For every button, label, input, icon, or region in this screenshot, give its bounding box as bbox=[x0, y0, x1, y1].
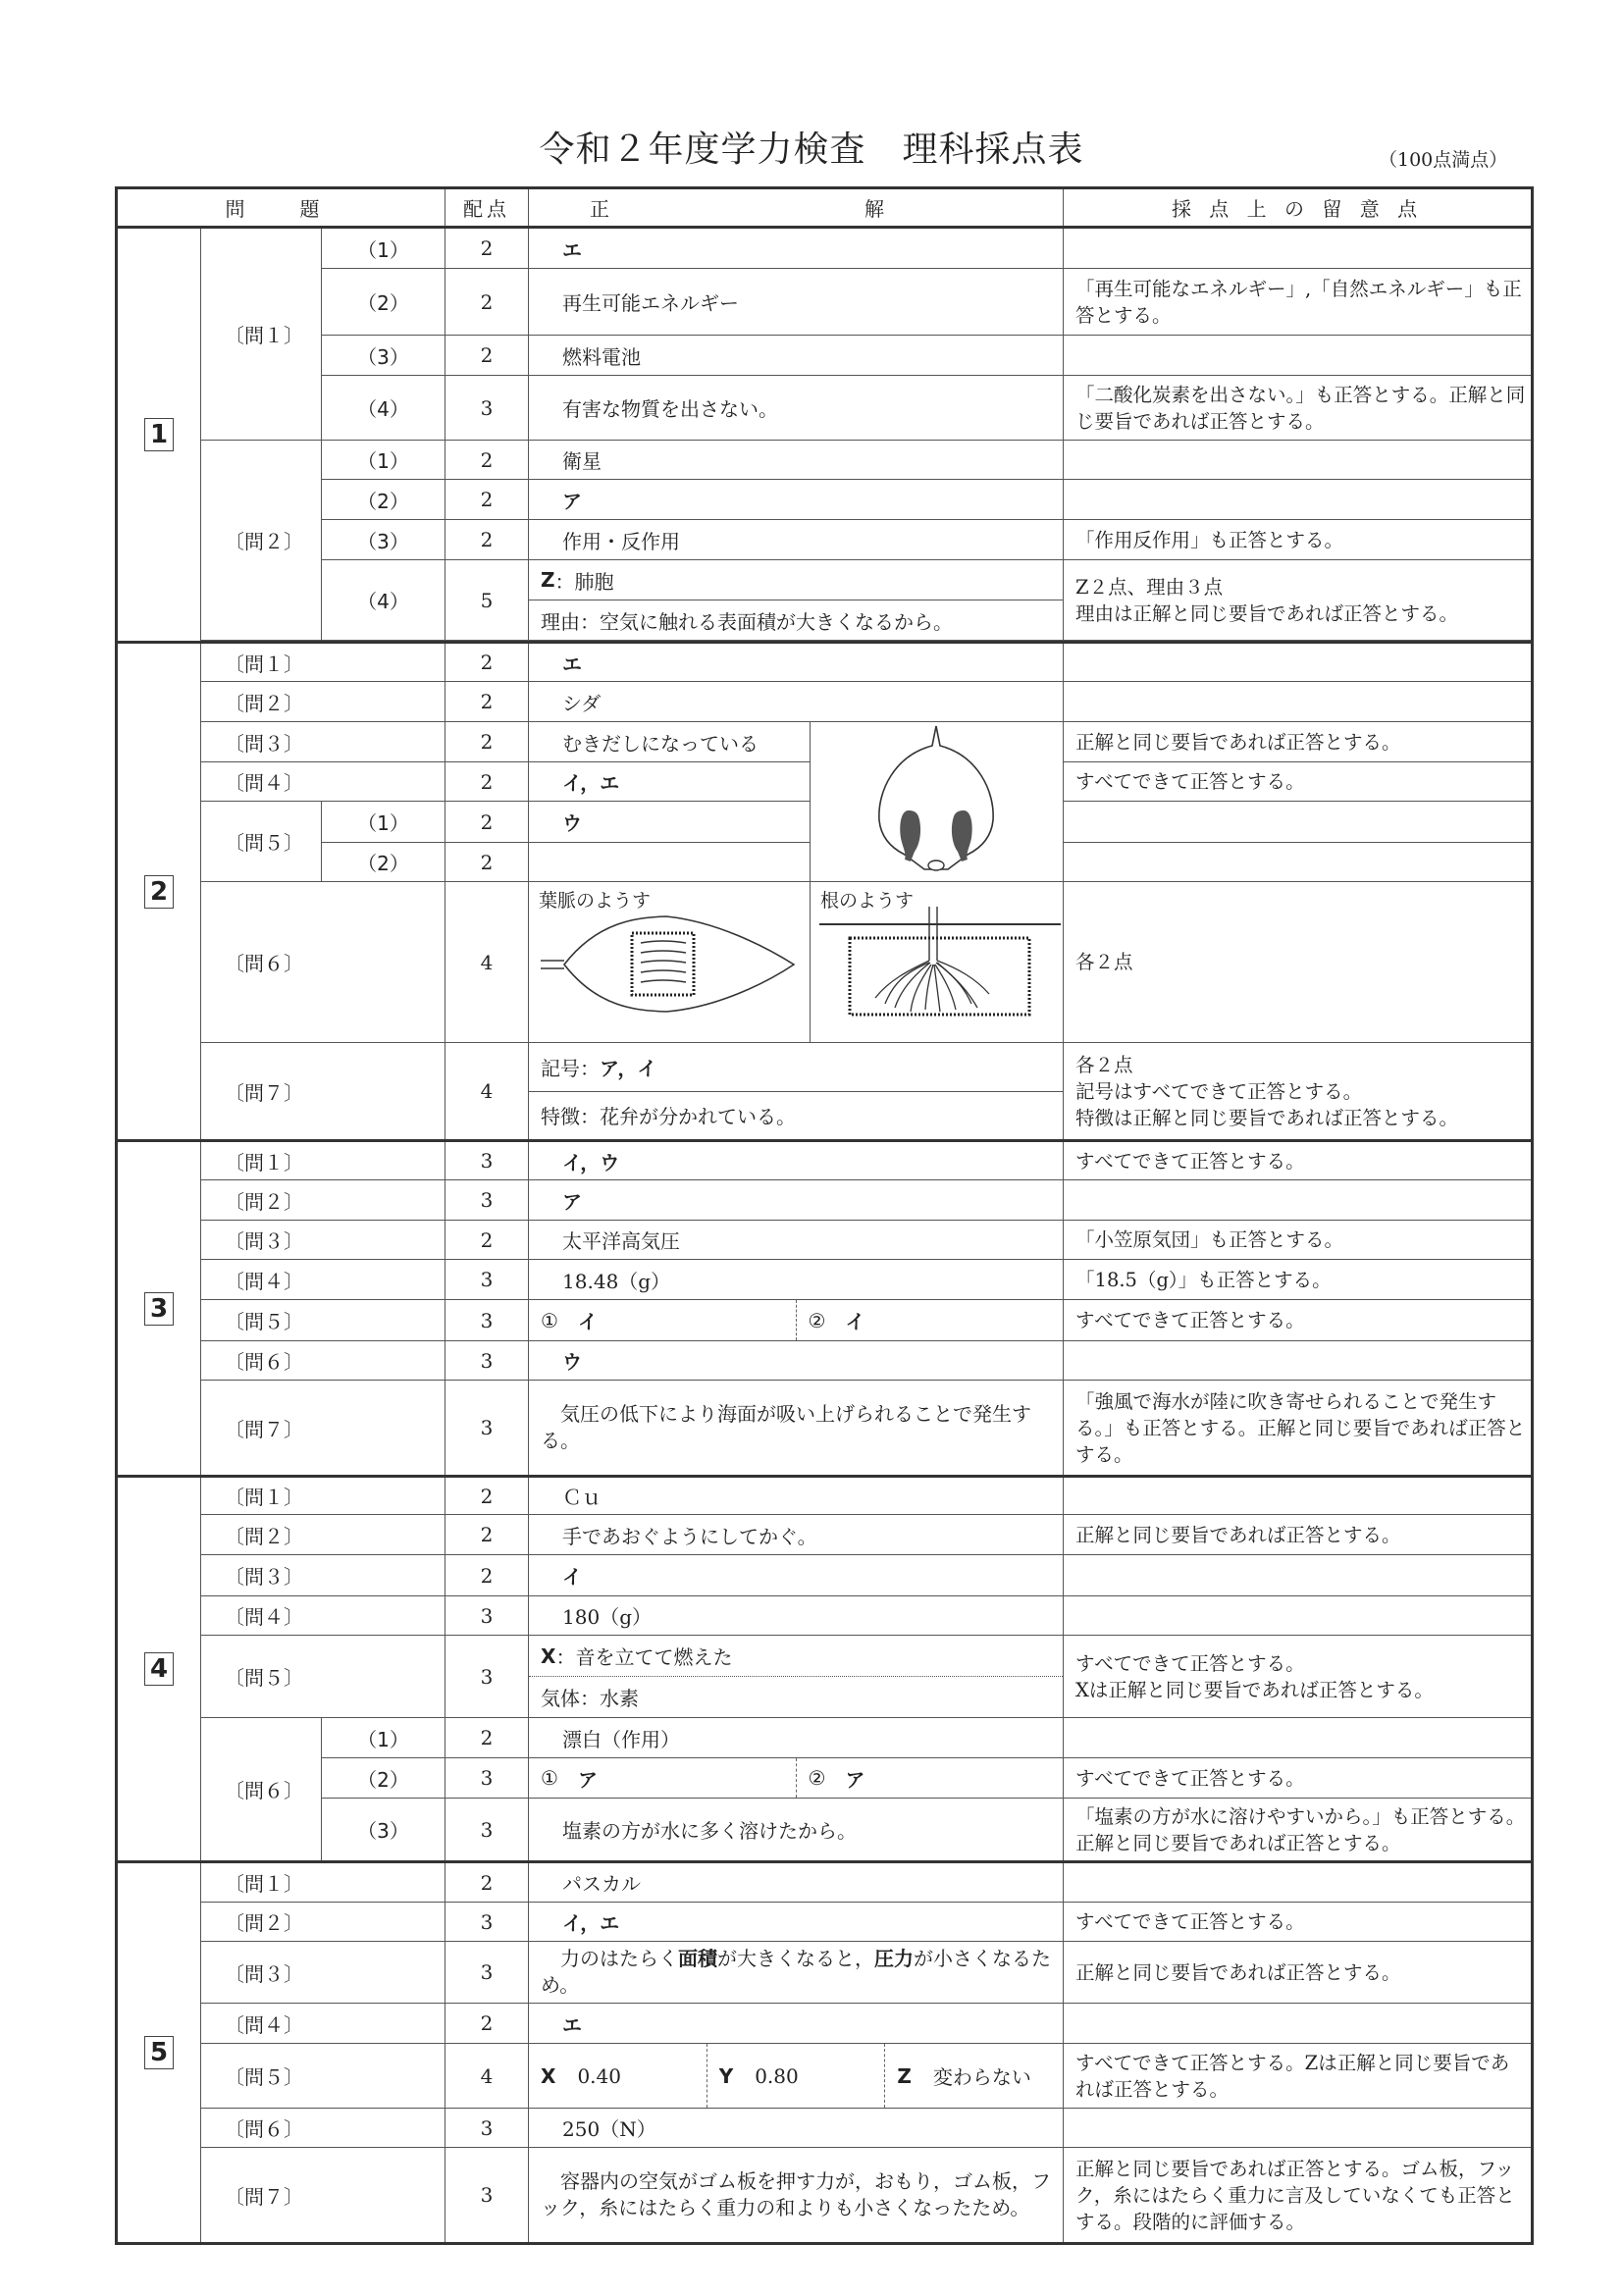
answer: 太平洋高気圧 bbox=[529, 1221, 1064, 1260]
answer-key: ② bbox=[808, 1766, 826, 1790]
points: 2 bbox=[445, 643, 529, 682]
note: すべてできて正答とする。 bbox=[1064, 1141, 1533, 1180]
note: 正解と同じ要旨であれば正答とする。 bbox=[1064, 1515, 1533, 1555]
points: 3 bbox=[445, 1758, 529, 1799]
answer-key: ② bbox=[808, 1308, 826, 1332]
sub-label: （1） bbox=[322, 802, 445, 843]
answer-key: X bbox=[541, 2063, 556, 2088]
answer-z: ：肺胞 bbox=[554, 569, 614, 594]
note-line: Z２点、理由３点 bbox=[1075, 575, 1224, 599]
answer-key: Z bbox=[897, 2063, 912, 2088]
answer-x: ：音を立てて燃えた bbox=[555, 1645, 733, 1669]
note bbox=[1064, 1596, 1533, 1636]
question-label: 〔問５〕 bbox=[201, 1636, 445, 1718]
answer bbox=[529, 1758, 1064, 1799]
answer bbox=[529, 1043, 1064, 1141]
table-row bbox=[117, 1260, 1533, 1300]
table-row bbox=[117, 1043, 1533, 1141]
answer: ウ bbox=[529, 1341, 1064, 1381]
answer bbox=[529, 843, 811, 882]
note-line: Xは正解と同じ要旨であれば正答とする。 bbox=[1075, 1678, 1434, 1701]
note-line: 各２点 bbox=[1075, 1053, 1133, 1076]
question-label: 〔問２〕 bbox=[201, 682, 445, 722]
note bbox=[1064, 2004, 1533, 2044]
note: 各２点 bbox=[1064, 882, 1533, 1043]
note: すべてできて正答とする。 bbox=[1064, 1903, 1533, 1942]
note: 「二酸化炭素を出さない。」も正答とする。正解と同じ要旨であれば正答とする。 bbox=[1064, 376, 1533, 441]
table-row bbox=[117, 441, 1533, 480]
note: 正解と同じ要旨であれば正答とする。 bbox=[1064, 1942, 1533, 2004]
note bbox=[1064, 1718, 1533, 1758]
table-row bbox=[117, 1862, 1533, 1903]
sub-label: （3） bbox=[322, 336, 445, 376]
question-label: 〔問４〕 bbox=[201, 762, 445, 802]
sub-label: （3） bbox=[322, 1799, 445, 1862]
table-row bbox=[117, 1636, 1533, 1718]
sub-label: （1） bbox=[322, 441, 445, 480]
note bbox=[1064, 2109, 1533, 2148]
answer-part: 力のはたらく bbox=[541, 1947, 679, 1970]
points: 2 bbox=[445, 762, 529, 802]
points: 2 bbox=[445, 1221, 529, 1260]
answer-x: 0.40 bbox=[577, 2063, 621, 2088]
note bbox=[1064, 441, 1533, 480]
note-line: 特徴は正解と同じ要旨であれば正答とする。 bbox=[1075, 1106, 1459, 1129]
points: 3 bbox=[445, 1942, 529, 2004]
points: 4 bbox=[445, 2044, 529, 2109]
question-label: 〔問６〕 bbox=[201, 1718, 322, 1862]
note: すべてできて正答とする。 bbox=[1064, 762, 1533, 802]
answer: エ bbox=[529, 2004, 1064, 2044]
note bbox=[1064, 1862, 1533, 1903]
table-row bbox=[117, 2148, 1533, 2244]
points: 2 bbox=[445, 2004, 529, 2044]
question-label: 〔問２〕 bbox=[201, 1180, 445, 1221]
answer: 燃料電池 bbox=[529, 336, 1064, 376]
note: 正解と同じ要旨であれば正答とする。 bbox=[1064, 722, 1533, 762]
sub-label: （2） bbox=[322, 269, 445, 336]
answer-reason: 理由：空気に触れる表面積が大きくなるから。 bbox=[541, 609, 954, 634]
points: 2 bbox=[445, 1515, 529, 1555]
points: 3 bbox=[445, 1180, 529, 1221]
table-row bbox=[117, 480, 1533, 520]
table-row bbox=[117, 1942, 1533, 2004]
question-label: 〔問１〕 bbox=[201, 1862, 445, 1903]
question-label: 〔問３〕 bbox=[201, 1221, 445, 1260]
note: 「18.5（g）」も正答とする。 bbox=[1064, 1260, 1533, 1300]
answer-2: ア bbox=[845, 1767, 865, 1792]
flower-diagram bbox=[811, 722, 1064, 882]
answer: 作用・反作用 bbox=[529, 520, 1064, 560]
answer: 有害な物質を出さない。 bbox=[529, 376, 1064, 441]
answer-key: ① bbox=[541, 1308, 558, 1332]
answer: むきだしになっている bbox=[529, 722, 811, 762]
question-label: 〔問１〕 bbox=[201, 228, 322, 441]
points: 2 bbox=[445, 682, 529, 722]
question-label: 〔問１〕 bbox=[201, 1477, 445, 1515]
points: 3 bbox=[445, 2109, 529, 2148]
points: 2 bbox=[445, 1718, 529, 1758]
question-label: 〔問３〕 bbox=[201, 722, 445, 762]
leaf-vein-figure bbox=[529, 882, 811, 1043]
question-label: 〔問５〕 bbox=[201, 802, 322, 882]
note: 「強風で海水が陸に吹き寄せられることで発生する。」も正答とする。正解と同じ要旨であれば正答とする。 bbox=[1064, 1381, 1533, 1477]
points: 2 bbox=[445, 1477, 529, 1515]
points: 2 bbox=[445, 722, 529, 762]
points: 4 bbox=[445, 882, 529, 1043]
table-row bbox=[117, 643, 1533, 682]
answer-keyword: 圧力 bbox=[874, 1947, 915, 1970]
points: 3 bbox=[445, 1799, 529, 1862]
points: 2 bbox=[445, 269, 529, 336]
points: 3 bbox=[445, 1260, 529, 1300]
question-label: 〔問２〕 bbox=[201, 441, 322, 641]
table-row bbox=[117, 1141, 1533, 1180]
table-row bbox=[117, 2004, 1533, 2044]
sub-label: （1） bbox=[322, 1718, 445, 1758]
question-label: 〔問２〕 bbox=[201, 1903, 445, 1942]
note bbox=[1064, 643, 1533, 682]
sub-label: （2） bbox=[322, 1758, 445, 1799]
note: すべてできて正答とする。 bbox=[1064, 1758, 1533, 1799]
table-row bbox=[117, 336, 1533, 376]
answer: Ｃｕ bbox=[529, 1477, 1064, 1515]
note bbox=[1064, 228, 1533, 269]
table-row bbox=[117, 682, 1533, 722]
sub-label: （4） bbox=[322, 560, 445, 641]
table-row bbox=[117, 376, 1533, 441]
points: 3 bbox=[445, 1381, 529, 1477]
table-row bbox=[117, 1596, 1533, 1636]
note: 「塩素の方が水に溶けやすいから。」も正答とする。正解と同じ要旨であれば正答とする。 bbox=[1064, 1799, 1533, 1862]
points: 3 bbox=[445, 376, 529, 441]
table-row bbox=[117, 269, 1533, 336]
answer: 塩素の方が水に多く溶けたから。 bbox=[529, 1799, 1064, 1862]
answer: 容器内の空気がゴム板を押す力が，おもり，ゴム板，フック，糸にはたらく重力の和よりも小さくなったため。 bbox=[529, 2148, 1064, 2244]
note: すべてできて正答とする。 bbox=[1064, 1300, 1533, 1341]
table-row bbox=[117, 1180, 1533, 1221]
note bbox=[1064, 843, 1533, 882]
table-row bbox=[117, 882, 1533, 1043]
header-answer: 正 解 bbox=[529, 188, 1064, 228]
sub-label: （3） bbox=[322, 520, 445, 560]
answer: 250（N） bbox=[529, 2109, 1064, 2148]
answer-part: が小さくなるため。 bbox=[541, 1947, 1052, 1997]
note-line: 理由は正解と同じ要旨であれば正答とする。 bbox=[1075, 601, 1459, 625]
table-row bbox=[117, 722, 1533, 762]
answer: 手であおぐようにしてかぐ。 bbox=[529, 1515, 1064, 1555]
question-label: 〔問４〕 bbox=[201, 1260, 445, 1300]
answer: ウ bbox=[529, 802, 811, 843]
points: 5 bbox=[445, 560, 529, 641]
note: 「再生可能なエネルギー」,「自然エネルギー」も正答とする。 bbox=[1064, 269, 1533, 336]
note-line: すべてできて正答とする。 bbox=[1075, 1651, 1305, 1675]
header-points: 配点 bbox=[445, 188, 529, 228]
note bbox=[1064, 1341, 1533, 1381]
answer-symbol: ア，イ bbox=[600, 1056, 657, 1080]
answer-key: Z bbox=[541, 568, 555, 592]
answer: イ bbox=[529, 1555, 1064, 1596]
question-label: 〔問６〕 bbox=[201, 1341, 445, 1381]
note bbox=[1064, 1477, 1533, 1515]
answer: 気圧の低下により海面が吸い上げられることで発生する。 bbox=[529, 1381, 1064, 1477]
answer: エ bbox=[529, 643, 1064, 682]
table-row bbox=[117, 1555, 1533, 1596]
points: 2 bbox=[445, 441, 529, 480]
note bbox=[1064, 560, 1533, 641]
answer: シダ bbox=[529, 682, 1064, 722]
points: 2 bbox=[445, 1555, 529, 1596]
question-label: 〔問７〕 bbox=[201, 1381, 445, 1477]
answer bbox=[529, 1300, 1064, 1341]
scoring-table bbox=[115, 186, 1534, 2245]
answer bbox=[529, 1942, 1064, 2004]
points: 2 bbox=[445, 843, 529, 882]
points: 2 bbox=[445, 520, 529, 560]
answer: イ，ウ bbox=[529, 1141, 1064, 1180]
question-label: 〔問１〕 bbox=[201, 643, 445, 682]
points: 3 bbox=[445, 1341, 529, 1381]
question-label: 〔問１〕 bbox=[201, 1141, 445, 1180]
question-label: 〔問７〕 bbox=[201, 2148, 445, 2244]
section-number: 2 bbox=[117, 643, 201, 1141]
answer: イ，エ bbox=[529, 762, 811, 802]
section-number: 3 bbox=[117, 1141, 201, 1477]
sub-label: （2） bbox=[322, 843, 445, 882]
table-row bbox=[117, 520, 1533, 560]
answer: 再生可能エネルギー bbox=[529, 269, 1064, 336]
header-notes: 採 点 上 の 留 意 点 bbox=[1064, 188, 1533, 228]
table-row bbox=[117, 2109, 1533, 2148]
question-label: 〔問６〕 bbox=[201, 882, 445, 1043]
sub-label: （2） bbox=[322, 480, 445, 520]
points: 3 bbox=[445, 1141, 529, 1180]
note bbox=[1064, 336, 1533, 376]
answer-key: ① bbox=[541, 1766, 558, 1790]
note bbox=[1064, 1180, 1533, 1221]
answer-gas: 気体：水素 bbox=[541, 1687, 640, 1710]
page-title: 令和２年度学力検査 理科採点表 bbox=[539, 130, 1084, 170]
answer: 衛星 bbox=[529, 441, 1064, 480]
note: 「小笠原気団」も正答とする。 bbox=[1064, 1221, 1533, 1260]
note bbox=[1064, 1636, 1533, 1718]
answer: イ，エ bbox=[529, 1903, 1064, 1942]
answer bbox=[529, 560, 1064, 641]
question-label: 〔問６〕 bbox=[201, 2109, 445, 2148]
note bbox=[1064, 682, 1533, 722]
table-row bbox=[117, 1718, 1533, 1758]
answer-2: イ bbox=[845, 1310, 865, 1333]
figure-label: 根のようす bbox=[820, 890, 915, 912]
answer-key: X bbox=[541, 1644, 556, 1668]
answer-part: が大きくなると， bbox=[717, 1947, 875, 1970]
table-row bbox=[117, 2044, 1533, 2109]
note: すべてできて正答とする。Zは正解と同じ要旨であれば正答とする。 bbox=[1064, 2044, 1533, 2109]
note bbox=[1064, 1555, 1533, 1596]
note bbox=[1064, 1043, 1533, 1141]
question-label: 〔問５〕 bbox=[201, 2044, 445, 2109]
full-marks: （100点満点） bbox=[1379, 149, 1508, 171]
points: 2 bbox=[445, 228, 529, 269]
points: 2 bbox=[445, 1862, 529, 1903]
points: 3 bbox=[445, 2148, 529, 2244]
header-problem: 問 題 bbox=[117, 188, 445, 228]
table-row bbox=[117, 1341, 1533, 1381]
answer: ア bbox=[529, 1180, 1064, 1221]
answer: パスカル bbox=[529, 1862, 1064, 1903]
table-row bbox=[117, 560, 1533, 641]
section-number: 5 bbox=[117, 1862, 201, 2244]
note: 「作用反作用」も正答とする。 bbox=[1064, 520, 1533, 560]
answer-y: 0.80 bbox=[755, 2063, 799, 2088]
header-row bbox=[117, 188, 1533, 228]
table-row bbox=[117, 1221, 1533, 1260]
table-row bbox=[117, 1903, 1533, 1942]
answer-key: Y bbox=[718, 2063, 734, 2088]
points: 2 bbox=[445, 336, 529, 376]
question-label: 〔問３〕 bbox=[201, 1555, 445, 1596]
question-label: 〔問７〕 bbox=[201, 1043, 445, 1141]
note bbox=[1064, 480, 1533, 520]
table-row bbox=[117, 1799, 1533, 1862]
sub-label: （4） bbox=[322, 376, 445, 441]
question-label: 〔問４〕 bbox=[201, 2004, 445, 2044]
table-row bbox=[117, 228, 1533, 269]
sub-label: （1） bbox=[322, 228, 445, 269]
answer-key: 記号： bbox=[541, 1056, 601, 1080]
section-number: 4 bbox=[117, 1477, 201, 1862]
answer: ア bbox=[529, 480, 1064, 520]
answer bbox=[529, 1636, 1064, 1718]
points: 3 bbox=[445, 1636, 529, 1718]
points: 4 bbox=[445, 1043, 529, 1141]
answer-keyword: 面積 bbox=[678, 1947, 718, 1970]
answer: 180（g） bbox=[529, 1596, 1064, 1636]
answer-1: イ bbox=[577, 1310, 598, 1333]
points: 3 bbox=[445, 1903, 529, 1942]
table-row bbox=[117, 1758, 1533, 1799]
question-label: 〔問２〕 bbox=[201, 1515, 445, 1555]
note bbox=[1064, 802, 1533, 843]
points: 3 bbox=[445, 1596, 529, 1636]
points: 3 bbox=[445, 1300, 529, 1341]
answer bbox=[529, 2044, 1064, 2109]
question-label: 〔問３〕 bbox=[201, 1942, 445, 2004]
table-row bbox=[117, 1300, 1533, 1341]
answer-z: 変わらない bbox=[932, 2065, 1031, 2089]
table-row bbox=[117, 1515, 1533, 1555]
question-label: 〔問４〕 bbox=[201, 1596, 445, 1636]
note: 正解と同じ要旨であれば正答とする。ゴム板，フック，糸にはたらく重力に言及していなくても正答とする。段階的に評価する。 bbox=[1064, 2148, 1533, 2244]
question-label: 〔問５〕 bbox=[201, 1300, 445, 1341]
table-row bbox=[117, 1381, 1533, 1477]
answer-1: ア bbox=[577, 1767, 598, 1792]
answer: エ bbox=[529, 228, 1064, 269]
table-row bbox=[117, 1477, 1533, 1515]
figure-label: 葉脈のようす bbox=[539, 890, 652, 912]
section-number: 1 bbox=[117, 228, 201, 643]
points: 2 bbox=[445, 480, 529, 520]
points: 2 bbox=[445, 802, 529, 843]
answer-feature: 特徴：花弁が分かれている。 bbox=[541, 1105, 797, 1129]
root-figure bbox=[811, 882, 1064, 1043]
note-line: 記号はすべてできて正答とする。 bbox=[1075, 1079, 1363, 1103]
answer: 18.48（g） bbox=[529, 1260, 1064, 1300]
answer: 漂白（作用） bbox=[529, 1718, 1064, 1758]
pistil-figure-icon bbox=[811, 722, 1064, 881]
